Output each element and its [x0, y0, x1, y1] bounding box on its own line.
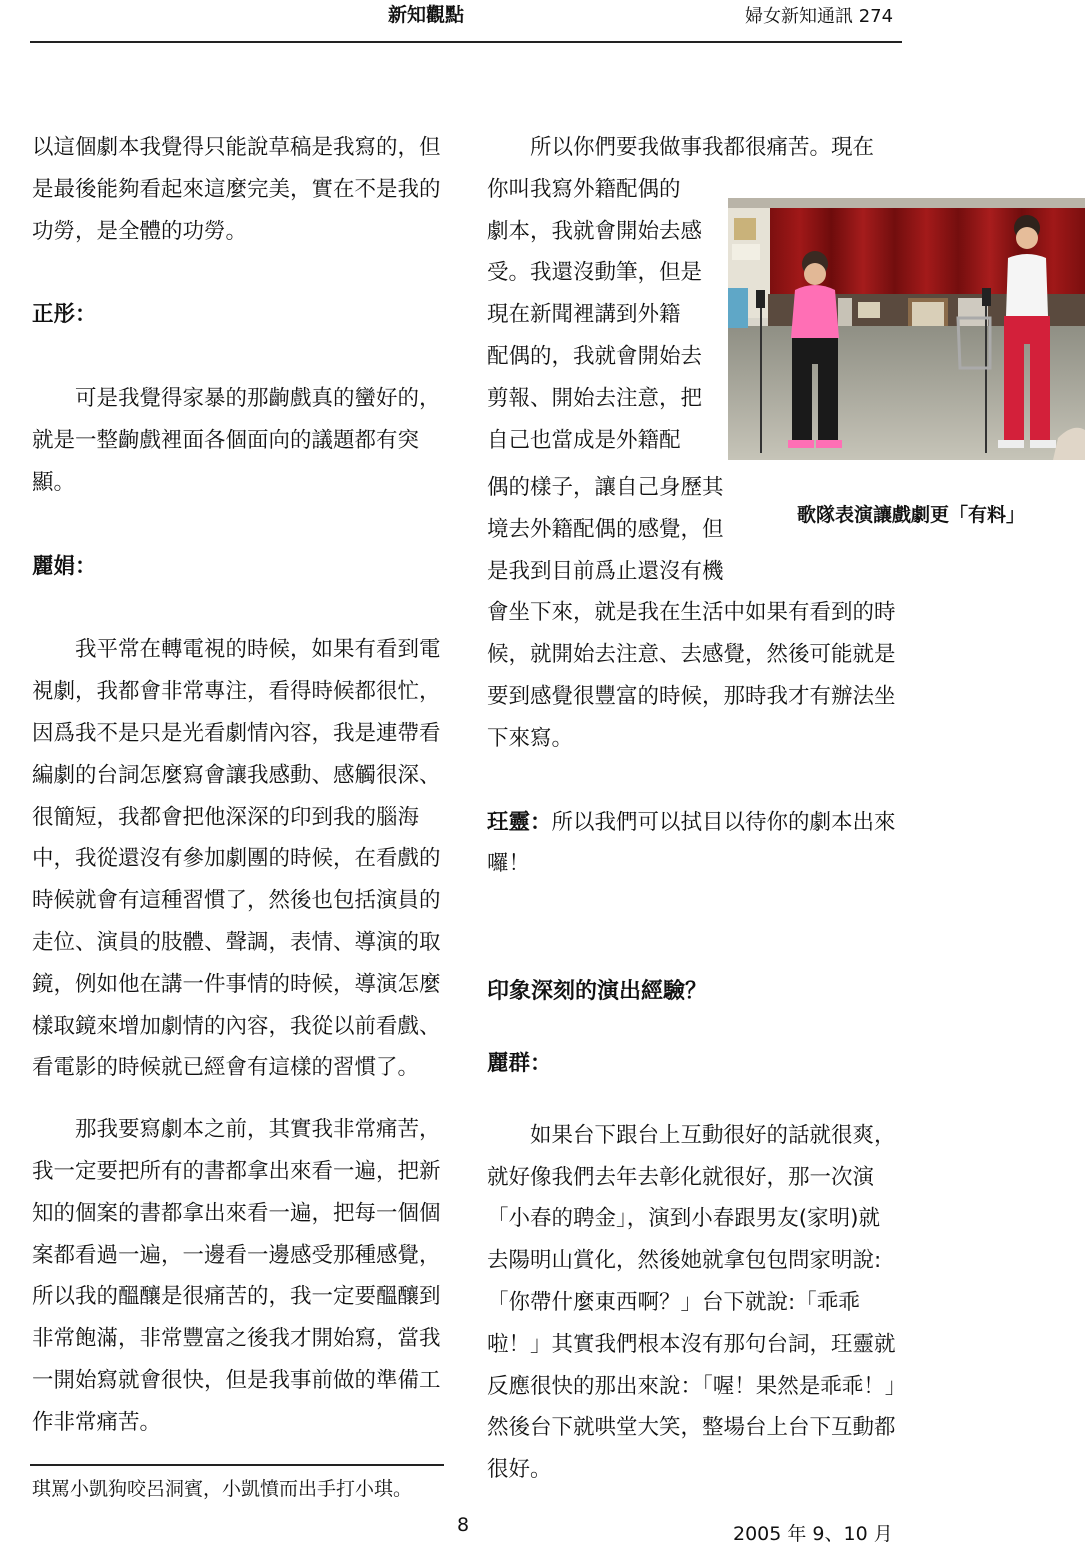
paragraph: 如果台下跟台上互動很好的話就很爽，就好像我們去年去彰化就很好，那一次演「小春的聘金」，演到小春跟男友(家明)就去陽明山賞化，然後她就拿包包問家明說:「你帶什麼東西啊？」台下就說:「乖乖啦！」其實我們根本沒有那句台詞，玨靈就反應很快的那出來說：「喔！果然是乖乖！」然後台下就哄堂大笑，整場台上台下互動都很好。 [487, 1122, 896, 1483]
text-line: 剪報、開始去注意，把 [487, 385, 703, 411]
paragraph: 我平常在轉電視的時候，如果有看到電視劇，我都會非常專注，看得時候都很忙，因爲我不是只是光看劇情內容，我是連帶看編劇的台詞怎麼寫會讓我感動、感觸很深、很簡短，我都會把他深深的印到我的腦海中，我從還沒有參加劇團的時候，在看戲的時候就會有這種習慣了，然後也包括演員的走位、演員的肢體、聲調，表情、導演的取鏡，例如他在講一件事情的時候，導演怎麼樣取鏡來增加劇情的內容，我從以前看戲、看電影的時候就已經會有這樣的習慣了。 [32, 637, 441, 1081]
photo-caption: 歌隊表演讓戲劇更「有料」 [797, 504, 1026, 526]
section-heading: 印象深刻的演出經驗？ [487, 979, 708, 1004]
header-divider [30, 41, 902, 43]
paragraph: 可是我覺得家暴的那齣戲真的蠻好的，就是一整齣戲裡面各個面向的議題都有突顯。 [32, 386, 441, 495]
speaker-label: 玨靈： [487, 809, 552, 835]
speaker-label: 麗娟： [32, 553, 97, 579]
issue-date: 2005 年 9、10 月 [733, 1523, 893, 1545]
text-line: 受。我還沒動筆，但是 [487, 260, 703, 286]
text-line: 現在新聞裡講到外籍 [487, 302, 681, 328]
right-column-middle [487, 467, 899, 885]
text-line: 劇本，我就會開始去感 [487, 218, 703, 244]
footnote: 琪罵小凱狗咬呂洞賓，小凱憤而出手打小琪。 [32, 1478, 413, 1500]
reply-paragraph [487, 802, 899, 886]
paragraph-continued: 以這個劇本我覺得只能說草稿是我寫的，但是最後能夠看起來這麼完美，實在不是我的功勞，是全體的功勞。 [32, 135, 441, 244]
text-line: 配偶的，我就會開始去 [487, 343, 703, 369]
text-line: 境去外籍配偶的感覺，但 [487, 516, 724, 542]
paragraph: 那我要寫劇本之前，其實我非常痛苦，我一定要把所有的書都拿出來看一遍，把新知的個案的書都拿出來看一遍，把每一個個案都看過一遍，一邊看一邊感受那種感覺，所以我的醞釀是很痛苦的，我一定要醞釀到非常飽滿，非常豐富之後我才開始寫，當我一開始寫就會很快，但是我事前做的準備工作非常痛苦。 [32, 1117, 441, 1435]
speaker-label: 正彤： [32, 302, 97, 328]
text-line: 所以你們要我做事我都很痛苦。現在 [530, 135, 875, 160]
publication-section-title: 新知觀點 [388, 4, 465, 26]
photo-image [728, 198, 1085, 460]
text-line: 是我到目前爲止還沒有機 [487, 558, 724, 584]
paragraph: 會坐下來，就是我在生活中如果有看到的時候，就開始去注意、去感覺，然後可能就是要到感覺很豐富的時候，那時我才有辦法坐下來寫。 [487, 600, 896, 751]
text-line: 自己也當成是外籍配 [487, 427, 681, 453]
text-line: 偶的樣子，讓自己身歷其 [487, 475, 724, 500]
right-column-bottom [487, 1043, 899, 1491]
speaker-label: 麗群： [487, 1051, 552, 1076]
footnote-divider [30, 1464, 444, 1466]
performance-photo [728, 198, 1085, 460]
text-line: 你叫我寫外籍配偶的 [487, 176, 681, 202]
newsletter-issue: 婦女新知通訊 274 [745, 6, 894, 27]
reply-text: 所以我們可以拭目以待你的劇本出來囉！ [487, 809, 896, 877]
left-column [32, 127, 444, 1444]
page-number: 8 [457, 1514, 470, 1536]
